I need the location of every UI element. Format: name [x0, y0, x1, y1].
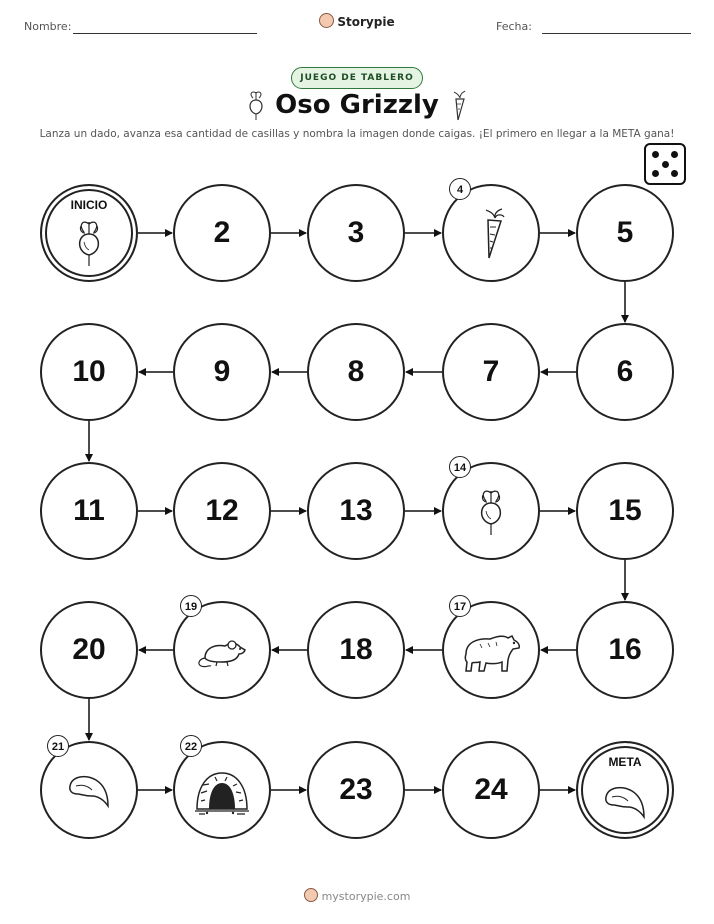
board-square — [173, 184, 271, 282]
game-type-badge: JUEGO DE TABLERO — [291, 67, 423, 89]
board-square — [40, 323, 138, 421]
beet-icon — [474, 489, 508, 541]
board-square — [307, 741, 405, 839]
board-square — [40, 462, 138, 560]
carrot-icon — [474, 208, 508, 266]
footer — [0, 888, 714, 903]
board-square — [40, 601, 138, 699]
square-number: 11 — [73, 494, 105, 527]
square-number: 6 — [616, 355, 634, 388]
square-number: 9 — [213, 355, 231, 388]
square-number: 2 — [213, 216, 231, 249]
square-number: 24 — [474, 773, 508, 806]
square-number: 3 — [347, 216, 365, 249]
claw-icon — [66, 772, 112, 816]
square-number-badge: 4 — [449, 178, 471, 200]
start-square — [40, 184, 138, 282]
finish-square — [576, 741, 674, 839]
board-square — [173, 323, 271, 421]
board-square — [442, 741, 540, 839]
square-number-badge: 22 — [180, 735, 202, 757]
board-square — [307, 184, 405, 282]
square-number-badge: 19 — [180, 595, 202, 617]
date-label: Fecha: — [496, 20, 532, 33]
board-square — [173, 462, 271, 560]
square-number: 23 — [339, 773, 373, 806]
square-number: 16 — [608, 633, 642, 666]
board-square — [307, 601, 405, 699]
board-square — [442, 323, 540, 421]
square-label: META — [608, 755, 642, 769]
footer-site[interactable]: mystorypie.com — [321, 890, 411, 903]
square-number: 20 — [72, 633, 106, 666]
claw-icon — [602, 783, 648, 827]
square-number: 5 — [616, 216, 634, 249]
square-number-badge: 21 — [47, 735, 69, 757]
bear-logo-icon — [304, 888, 318, 902]
square-label: INICIO — [70, 198, 108, 212]
square-number: 10 — [72, 355, 106, 388]
board-square — [307, 323, 405, 421]
mouse-icon — [195, 634, 249, 674]
name-label: Nombre: — [24, 20, 72, 33]
beet-icon — [72, 220, 106, 272]
board-square — [307, 462, 405, 560]
brand-name: Storypie — [337, 15, 395, 29]
cave-icon — [193, 769, 251, 819]
square-number: 8 — [347, 355, 365, 388]
square-number: 7 — [482, 355, 500, 388]
instructions: Lanza un dado, avanza esa cantidad de casillas y nombra la imagen donde caigas. ¡El primero en llegar a la META gana! — [39, 128, 675, 140]
board-square — [576, 323, 674, 421]
bear-icon — [460, 630, 522, 678]
board-square — [576, 184, 674, 282]
square-number: 15 — [608, 494, 642, 527]
square-number: 18 — [339, 633, 373, 666]
page-title: Oso Grizzly — [275, 90, 439, 120]
square-number: 13 — [339, 494, 373, 527]
square-number-badge: 17 — [449, 595, 471, 617]
square-number-badge: 14 — [449, 456, 471, 478]
board-square — [576, 462, 674, 560]
square-number: 12 — [205, 494, 239, 527]
board-square — [576, 601, 674, 699]
